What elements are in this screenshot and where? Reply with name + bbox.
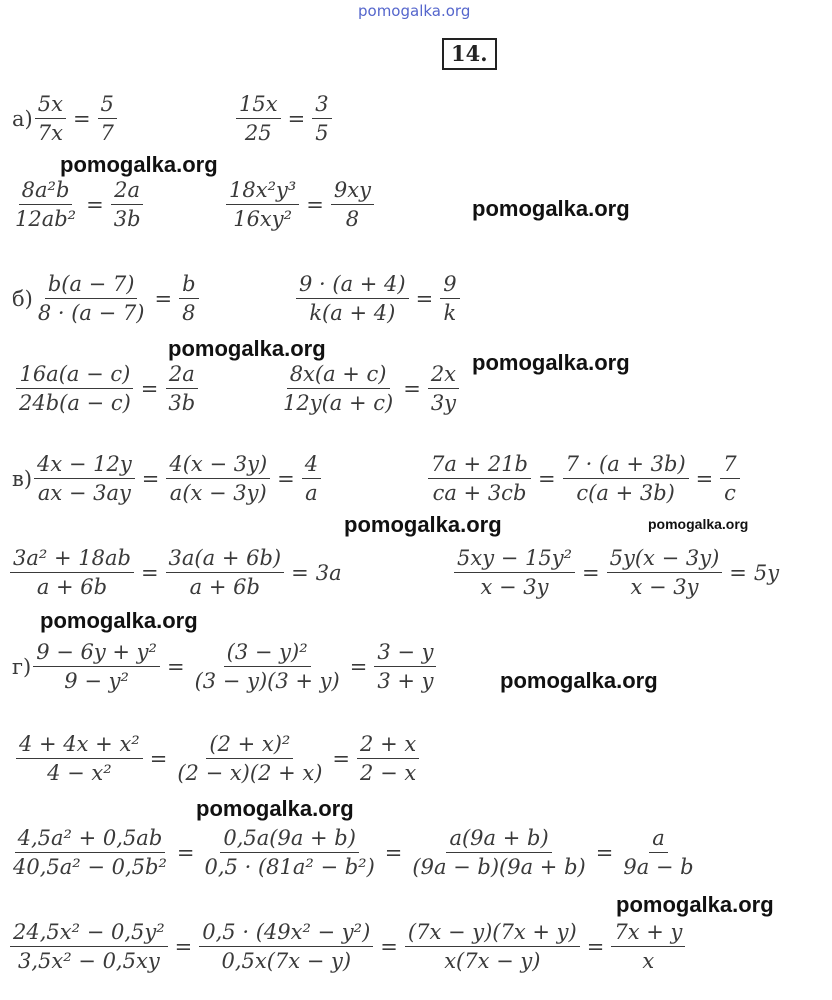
fraction <box>720 452 739 505</box>
numerator: (7x − y)(7x + y) <box>405 920 580 947</box>
item-label: б) <box>12 286 33 311</box>
equation-b3 <box>16 362 198 415</box>
denominator: (9a − b)(9a + b) <box>412 855 586 880</box>
denominator: 7x <box>37 121 63 146</box>
watermark: pomogalka.org <box>616 892 774 917</box>
fraction <box>357 732 419 785</box>
watermark: pomogalka.org <box>60 152 218 177</box>
watermark: pomogalka.org <box>500 668 658 693</box>
denominator: x − 3y <box>480 575 549 600</box>
fraction <box>236 92 281 145</box>
numerator: 4x − 12y <box>34 452 135 479</box>
numerator: 2x <box>428 362 459 389</box>
numerator: 9 <box>440 272 459 299</box>
equation-a3 <box>12 178 144 231</box>
result-value: 3a <box>315 560 342 585</box>
numerator: 9xy <box>331 178 374 205</box>
equals-sign: = <box>538 466 556 491</box>
equals-sign: = <box>86 192 104 217</box>
denominator: (2 − x)(2 + x) <box>177 761 323 786</box>
equation-g2 <box>16 732 419 785</box>
fraction <box>563 452 689 505</box>
watermark: pomogalka.org <box>40 608 198 633</box>
watermark: pomogalka.org <box>196 796 354 821</box>
numerator: 4,5a² + 0,5ab <box>15 826 166 853</box>
watermark: pomogalka.org <box>472 350 630 375</box>
denominator: k(a + 4) <box>309 301 396 326</box>
equals-sign: = <box>154 286 173 311</box>
denominator: 3 + y <box>377 669 434 694</box>
numerator: 18x²y³ <box>226 178 299 205</box>
fraction <box>226 178 299 231</box>
equation-v3 <box>10 546 342 599</box>
equation-v1 <box>12 452 321 505</box>
fraction <box>174 732 325 785</box>
equals-sign: = <box>166 654 185 679</box>
watermark: pomogalka.org <box>648 516 749 532</box>
fraction <box>166 546 285 599</box>
denominator: ca + 3cb <box>432 481 527 506</box>
numerator: a(9a + b) <box>446 826 551 853</box>
numerator: 8a²b <box>19 178 73 205</box>
fraction <box>33 640 160 693</box>
fraction <box>34 452 135 505</box>
fraction <box>428 452 531 505</box>
equals-sign: = <box>349 654 368 679</box>
fraction <box>179 272 198 325</box>
equation-a4 <box>226 178 374 231</box>
denominator: 3,5x² − 0,5xy <box>17 949 160 974</box>
equation-b1 <box>12 272 199 325</box>
numerator: 9 · (a + 4) <box>296 272 409 299</box>
numerator: 3a(a + 6b) <box>166 546 285 573</box>
item-label: а) <box>12 106 33 131</box>
equals-sign: = <box>582 560 600 585</box>
equals-sign: = <box>72 106 91 131</box>
equals-sign: = <box>141 466 160 491</box>
denominator: 8 <box>345 207 360 232</box>
numerator: 8x(a + c) <box>287 362 390 389</box>
fraction <box>440 272 459 325</box>
denominator: a <box>305 481 318 506</box>
denominator: 9a − b <box>623 855 694 880</box>
fraction <box>331 178 374 231</box>
denominator: 3y <box>430 391 457 416</box>
equals-sign: = <box>586 934 605 959</box>
denominator: 9 − y² <box>64 669 129 694</box>
denominator: a(x − 3y) <box>169 481 267 506</box>
denominator: 8 · (a − 7) <box>37 301 145 326</box>
equals-sign: = <box>291 560 309 585</box>
equals-sign: = <box>287 106 306 131</box>
numerator: 7a + 21b <box>428 452 531 479</box>
fraction <box>16 732 143 785</box>
denominator: c(a + 3b) <box>576 481 675 506</box>
equals-sign: = <box>729 560 747 585</box>
denominator: 40,5a² − 0,5b² <box>13 855 167 880</box>
equation-v4 <box>454 546 779 599</box>
equation-g1 <box>12 640 436 693</box>
numerator: 7x + y <box>611 920 685 947</box>
equals-sign: = <box>176 840 195 865</box>
denominator: 7 <box>100 121 114 146</box>
watermark: pomogalka.org <box>344 512 502 537</box>
fraction <box>302 452 321 505</box>
numerator: 7 · (a + 3b) <box>563 452 689 479</box>
equals-sign: = <box>595 840 614 865</box>
equation-g3 <box>10 826 697 879</box>
fraction <box>312 92 331 145</box>
fraction <box>16 362 134 415</box>
numerator: 9 − 6y + y² <box>33 640 160 667</box>
fraction <box>454 546 575 599</box>
numerator: 4 <box>302 452 321 479</box>
numerator: 4 + 4x + x² <box>16 732 143 759</box>
denominator: 0,5 · (81a² − b²) <box>204 855 375 880</box>
numerator: 3 − y <box>374 640 436 667</box>
fraction <box>280 362 396 415</box>
denominator: 5 <box>315 121 329 146</box>
numerator: 4(x − 3y) <box>166 452 270 479</box>
equals-sign: = <box>695 466 714 491</box>
fraction <box>192 640 343 693</box>
item-label: в) <box>12 466 33 491</box>
fraction <box>374 640 436 693</box>
numerator: b <box>179 272 198 299</box>
denominator: x <box>642 949 655 974</box>
denominator: 12y(a + c) <box>283 391 394 416</box>
numerator: 15x <box>236 92 281 119</box>
denominator: x(7x − y) <box>444 949 541 974</box>
numerator: 5 <box>98 92 117 119</box>
fraction <box>611 920 685 973</box>
fraction <box>199 920 373 973</box>
equation-b2 <box>296 272 460 325</box>
equation-g4 <box>10 920 685 973</box>
fraction <box>10 826 170 879</box>
site-header-link[interactable]: pomogalka.org <box>358 2 471 20</box>
numerator: 5x <box>35 92 66 119</box>
equation-b4 <box>280 362 459 415</box>
numerator: 0,5 · (49x² − y²) <box>199 920 373 947</box>
item-label: г) <box>12 654 32 679</box>
denominator: (3 − y)(3 + y) <box>194 669 340 694</box>
equals-sign: = <box>306 192 324 217</box>
fraction <box>296 272 409 325</box>
denominator: 4 − x² <box>47 761 112 786</box>
denominator: 0,5x(7x − y) <box>221 949 352 974</box>
equation-v2 <box>428 452 740 505</box>
fraction <box>409 826 588 879</box>
fraction <box>165 362 198 415</box>
denominator: a + 6b <box>189 575 260 600</box>
numerator: 2a <box>166 362 198 389</box>
fraction <box>35 272 148 325</box>
numerator: 24,5x² − 0,5y² <box>10 920 168 947</box>
numerator: (2 + x)² <box>206 732 293 759</box>
numerator: 16a(a − c) <box>16 362 133 389</box>
numerator: 7 <box>720 452 739 479</box>
equals-sign: = <box>332 746 351 771</box>
numerator: 3a² + 18ab <box>10 546 134 573</box>
fraction <box>202 826 378 879</box>
equals-sign: = <box>174 934 193 959</box>
equals-sign: = <box>277 466 295 491</box>
denominator: 16xy² <box>233 207 293 232</box>
denominator: ax − 3ay <box>37 481 131 506</box>
fraction <box>12 178 79 231</box>
numerator: 0,5a(9a + b) <box>220 826 359 853</box>
fraction <box>98 92 117 145</box>
result-value: 5y <box>753 560 780 585</box>
equals-sign: = <box>384 840 403 865</box>
denominator: 2 − x <box>360 761 417 786</box>
denominator: a + 6b <box>36 575 108 600</box>
watermark: pomogalka.org <box>168 336 326 361</box>
equals-sign: = <box>149 746 168 771</box>
numerator: 2a <box>111 178 143 205</box>
numerator: a <box>649 826 668 853</box>
denominator: 3b <box>168 391 196 416</box>
equals-sign: = <box>140 560 159 585</box>
fraction <box>607 546 723 599</box>
denominator: 25 <box>244 121 272 146</box>
equals-sign: = <box>380 934 398 959</box>
denominator: 24b(a − c) <box>19 391 131 416</box>
equals-sign: = <box>415 286 434 311</box>
numerator: 5y(x − 3y) <box>607 546 723 573</box>
watermark: pomogalka.org <box>472 196 630 221</box>
fraction <box>111 178 144 231</box>
denominator: c <box>724 481 736 506</box>
fraction <box>428 362 459 415</box>
equals-sign: = <box>403 376 421 401</box>
denominator: 3b <box>113 207 141 232</box>
fraction <box>405 920 580 973</box>
numerator: (3 − y)² <box>224 640 311 667</box>
equation-a2 <box>236 92 332 145</box>
fraction <box>166 452 270 505</box>
denominator: 12ab² <box>15 207 77 232</box>
problem-number: 14. <box>442 38 497 70</box>
equation-a1 <box>12 92 117 145</box>
fraction <box>35 92 66 145</box>
fraction <box>10 546 134 599</box>
numerator: b(a − 7) <box>45 272 138 299</box>
denominator: 8 <box>182 301 196 326</box>
fraction <box>620 826 696 879</box>
equals-sign: = <box>140 376 159 401</box>
numerator: 5xy − 15y² <box>454 546 575 573</box>
fraction <box>10 920 168 973</box>
denominator: k <box>443 301 457 326</box>
numerator: 2 + x <box>357 732 419 759</box>
denominator: x − 3y <box>630 575 699 600</box>
numerator: 3 <box>312 92 331 119</box>
